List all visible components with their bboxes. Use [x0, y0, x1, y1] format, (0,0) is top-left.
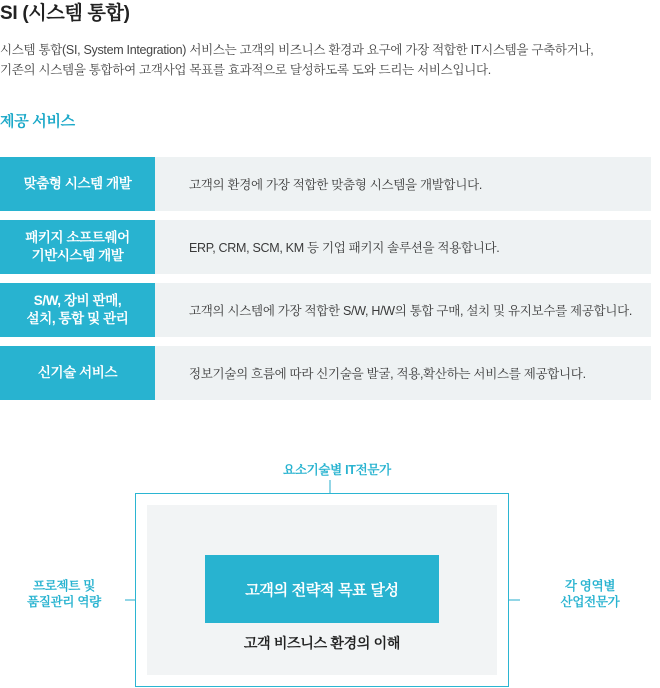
- diagram-right-label: [530, 578, 650, 610]
- services-table: [0, 157, 651, 409]
- service-label-line: S/W, 장비 판매,: [33, 293, 122, 308]
- table-row: [0, 283, 651, 337]
- service-description: ERP, CRM, SCM, KM 등 기업 패키지 솔루션을 적용합니다.: [155, 220, 651, 274]
- diagram-bottom-label: 고객 비즈니스 환경의 이해: [243, 635, 401, 651]
- service-label-line: 신기술 서비스: [37, 365, 118, 380]
- service-description: 고객의 시스템에 가장 적합한 S/W, H/W의 통합 구매, 설치 및 유지보수를 제공합니다.: [155, 283, 651, 337]
- service-label: [0, 283, 155, 337]
- diagram-left-label-line: 품질관리 역량: [27, 595, 101, 609]
- table-row: [0, 157, 651, 211]
- intro-paragraph: [0, 40, 640, 80]
- service-label-line: 설치, 통합 및 관리: [26, 311, 129, 326]
- service-label: [0, 220, 155, 274]
- table-row: [0, 346, 651, 400]
- diagram-left-label-line: 프로젝트 및: [32, 579, 96, 593]
- intro-line-2: 기존의 시스템을 통합하여 고객사업 목표를 효과적으로 달성하도록 도와 드리는 서비스입니다.: [0, 63, 491, 77]
- section-heading: 제공 서비스: [0, 113, 75, 130]
- intro-line-1: 시스템 통합(SI, System Integration) 서비스는 고객의 비즈니스 환경과 요구에 가장 적합한 IT시스템을 구축하거나,: [0, 43, 594, 57]
- service-label-line: 패키지 소프트웨어: [25, 230, 130, 245]
- diagram-top-label: 요소기술별 IT전문가: [283, 463, 391, 477]
- diagram-right-label-line: 각 영역별: [564, 579, 616, 593]
- service-label-line: 기반시스템 개발: [31, 248, 124, 263]
- service-label-line: 맞춤형 시스템 개발: [23, 176, 132, 191]
- strategy-diagram: [0, 455, 660, 688]
- diagram-right-label-line: 산업전문가: [560, 595, 620, 609]
- service-label: [0, 157, 155, 211]
- service-description: 정보기술의 흐름에 따라 신기술을 발굴, 적용,확산하는 서비스를 제공합니다.: [155, 346, 651, 400]
- service-label: [0, 346, 155, 400]
- diagram-center-box: 고객의 전략적 목표 달성: [205, 555, 439, 623]
- table-row: [0, 220, 651, 274]
- page-title: SI (시스템 통합): [0, 3, 130, 24]
- diagram-left-label: [8, 578, 120, 610]
- service-description: 고객의 환경에 가장 적합한 맞춤형 시스템을 개발합니다.: [155, 157, 651, 211]
